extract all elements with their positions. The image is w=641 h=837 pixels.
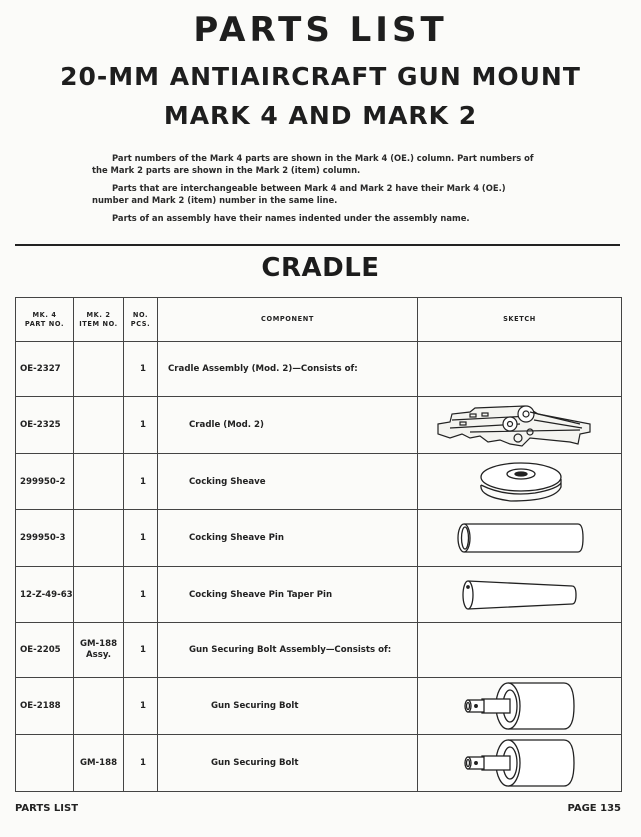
mk2-item-no-line: Assy.: [86, 650, 111, 660]
mk2-item-no: [74, 342, 124, 397]
column-header-mk4-part-no: [16, 298, 74, 342]
table-row: [16, 454, 622, 510]
mk4-part-no: OE-2188: [16, 678, 74, 735]
page-number: PAGE 135: [567, 803, 621, 814]
intro-paragraph: Parts that are interchangeable between Mark 4 and Mark 2 have their Mark 4 (OE.) number and Mark 2 (item) number in the same line.: [92, 183, 506, 205]
mk4-part-no: OE-2327: [16, 342, 74, 397]
sketch-cell: [418, 735, 622, 792]
header-line: PCS.: [130, 319, 151, 328]
mk4-part-no: OE-2325: [16, 397, 74, 454]
taper-pin-sketch-icon: [460, 579, 580, 611]
column-header-component: COMPONENT: [158, 298, 418, 342]
sketch-cell: [418, 342, 622, 397]
table-row: [16, 567, 622, 623]
table-row: [16, 397, 622, 454]
pin-sketch-icon: [454, 521, 586, 555]
sketch-cell: [418, 678, 622, 735]
mk4-part-no: [16, 735, 74, 792]
component-name: Cocking Sheave Pin Taper Pin: [158, 567, 418, 623]
mk2-item-no: [74, 454, 124, 510]
component-name: Cradle Assembly (Mod. 2)—Consists of:: [158, 342, 418, 397]
section-title: CRADLE: [261, 253, 380, 283]
bolt-sketch-icon: [460, 737, 580, 789]
sketch-cell: [418, 397, 622, 454]
header-line: ITEM NO.: [79, 319, 118, 328]
pieces-count: 1: [124, 397, 158, 454]
mk4-part-no: 299950-3: [16, 510, 74, 567]
mk2-item-no-line: GM-188: [79, 639, 118, 649]
mk2-item-no: [74, 510, 124, 567]
table-row: [16, 342, 622, 397]
header-line: MK. 2: [86, 310, 111, 319]
header-line: PART NO.: [24, 319, 65, 328]
sketch-cell: [418, 567, 622, 623]
table-header-row: [16, 298, 622, 342]
bolt-sketch-icon: [460, 680, 580, 732]
pieces-count: 1: [124, 567, 158, 623]
column-header-mk2-item-no: [74, 298, 124, 342]
intro-notes: [92, 152, 540, 230]
page-title: PARTS LIST: [193, 10, 448, 50]
column-header-sketch: SKETCH: [418, 298, 622, 342]
component-name: Gun Securing Bolt: [158, 678, 418, 735]
header-line: MK. 4: [32, 310, 57, 319]
mk2-item-no: [74, 567, 124, 623]
pieces-count: 1: [124, 678, 158, 735]
table-row: [16, 678, 622, 735]
header-line: NO.: [132, 310, 149, 319]
intro-paragraph: Parts of an assembly have their names indented under the assembly name.: [112, 213, 470, 223]
sketch-cell: [418, 454, 622, 510]
parts-table: [15, 297, 622, 792]
mk4-part-no: 299950-2: [16, 454, 74, 510]
mk2-item-no: [74, 397, 124, 454]
mk2-item-no: [74, 678, 124, 735]
intro-paragraph: Part numbers of the Mark 4 parts are shown in the Mark 4 (OE.) column. Part numbers of the Mark 2 parts are shown in the Mark 2 (item) column.: [92, 153, 534, 175]
component-name: Gun Securing Bolt Assembly—Consists of:: [158, 623, 418, 678]
component-name: Cocking Sheave Pin: [158, 510, 418, 567]
mk4-part-no: OE-2205: [16, 623, 74, 678]
footer-document-label: PARTS LIST: [15, 803, 79, 814]
horizontal-rule: [15, 244, 620, 246]
document-subtitle-mark: MARK 4 AND MARK 2: [163, 101, 478, 130]
pieces-count: 1: [124, 342, 158, 397]
mk2-item-no: [74, 623, 124, 678]
sketch-cell: [418, 510, 622, 567]
mk4-part-no: 12-Z-49-63: [16, 567, 74, 623]
cradle-sketch-icon: [430, 400, 610, 450]
pieces-count: 1: [124, 623, 158, 678]
pieces-count: 1: [124, 510, 158, 567]
table-row: [16, 735, 622, 792]
component-name: Cocking Sheave: [158, 454, 418, 510]
table-row: [16, 510, 622, 567]
column-header-no-pcs: [124, 298, 158, 342]
sheave-sketch-icon: [475, 457, 565, 507]
component-name: Gun Securing Bolt: [158, 735, 418, 792]
pieces-count: 1: [124, 735, 158, 792]
pieces-count: 1: [124, 454, 158, 510]
document-subtitle: 20-MM ANTIAIRCRAFT GUN MOUNT: [60, 62, 581, 91]
sketch-cell: [418, 623, 622, 678]
table-row: [16, 623, 622, 678]
component-name: Cradle (Mod. 2): [158, 397, 418, 454]
mk2-item-no: GM-188: [74, 735, 124, 792]
